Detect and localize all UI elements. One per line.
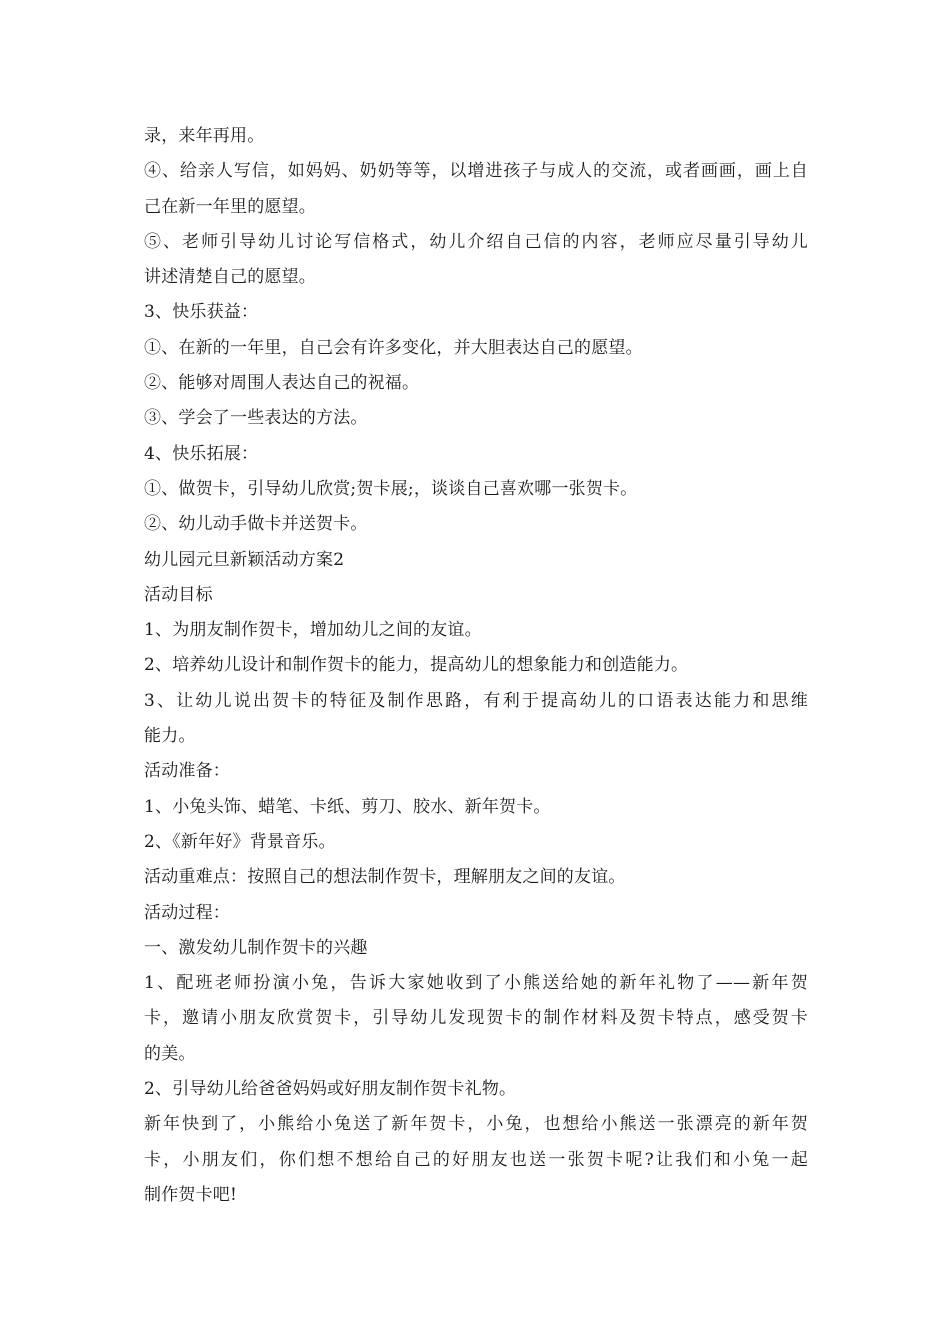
text-line: ②、幼儿动手做卡并送贺卡。 [144,514,368,535]
text-line: 录，来年再用。 [144,126,265,146]
text-line: ④、给亲人写信，如妈妈、奶奶等等，以增进孩子与成人的交流，或者画画，画上自 [144,161,808,182]
text-line: 能力。 [144,726,196,747]
text-line: 1、配班老师扮演小兔，告诉大家她收到了小熊送给她的新年礼物了——新年贺 [144,973,808,994]
section-heading: 活动目标 [144,584,213,605]
section-heading: 活动准备： [144,761,230,782]
text-line: ③、学会了一些表达的方法。 [144,408,368,429]
text-line: 1、小兔头饰、蜡笔、卡纸、剪刀、胶水、新年贺卡。 [144,796,551,817]
text-line: ①、做贺卡，引导幼儿欣赏;贺卡展;，谈谈自己喜欢哪一张贺卡。 [144,478,638,499]
text-line: 制作贺卡吧! [144,1184,238,1205]
text-line: ②、能够对周围人表达自己的祝福。 [144,373,420,394]
text-line: 2、引导幼儿给爸爸妈妈或好朋友制作贺卡礼物。 [144,1079,517,1100]
text-line: 卡，小朋友们，你们想不想给自己的好朋友也送一张贺卡呢?让我们和小兔一起 [144,1149,808,1170]
text-line: 新年快到了，小熊给小兔送了新年贺卡，小兔，也想给小熊送一张漂亮的新年贺 [144,1114,808,1135]
section-heading: 4、快乐拓展： [144,443,259,464]
text-line: ①、在新的一年里，自己会有许多变化，并大胆表达自己的愿望。 [144,337,643,358]
text-line: 己在新一年里的愿望。 [144,196,316,217]
text-line: 1、为朋友制作贺卡，增加幼儿之间的友谊。 [144,620,482,641]
text-line: 2、培养幼儿设计和制作贺卡的能力，提高幼儿的想象能力和创造能力。 [144,655,689,676]
text-line: 3、让幼儿说出贺卡的特征及制作思路，有利于提高幼儿的口语表达能力和思维 [144,690,808,711]
text-line: 讲述清楚自己的愿望。 [144,267,316,288]
section-heading: 3、快乐获益： [144,302,259,323]
section-heading: 活动过程： [144,902,230,923]
text-line: 2、《新年好》背景音乐。 [144,831,336,852]
section-heading: 活动重难点：按照自己的想法制作贺卡，理解朋友之间的友谊。 [144,867,626,888]
text-line: ⑤、老师引导幼儿讨论写信格式，幼儿介绍自己信的内容，老师应尽量引导幼儿 [144,231,808,252]
document-page [144,119,808,1213]
document-title: 幼儿园元旦新颖活动方案2 [144,549,345,570]
text-line: 的美。 [144,1043,196,1064]
text-line: 卡，邀请小朋友欣赏贺卡，引导幼儿发现贺卡的制作材料及贺卡特点，感受贺卡 [144,1008,808,1029]
section-heading: 一、激发幼儿制作贺卡的兴趣 [144,937,368,958]
